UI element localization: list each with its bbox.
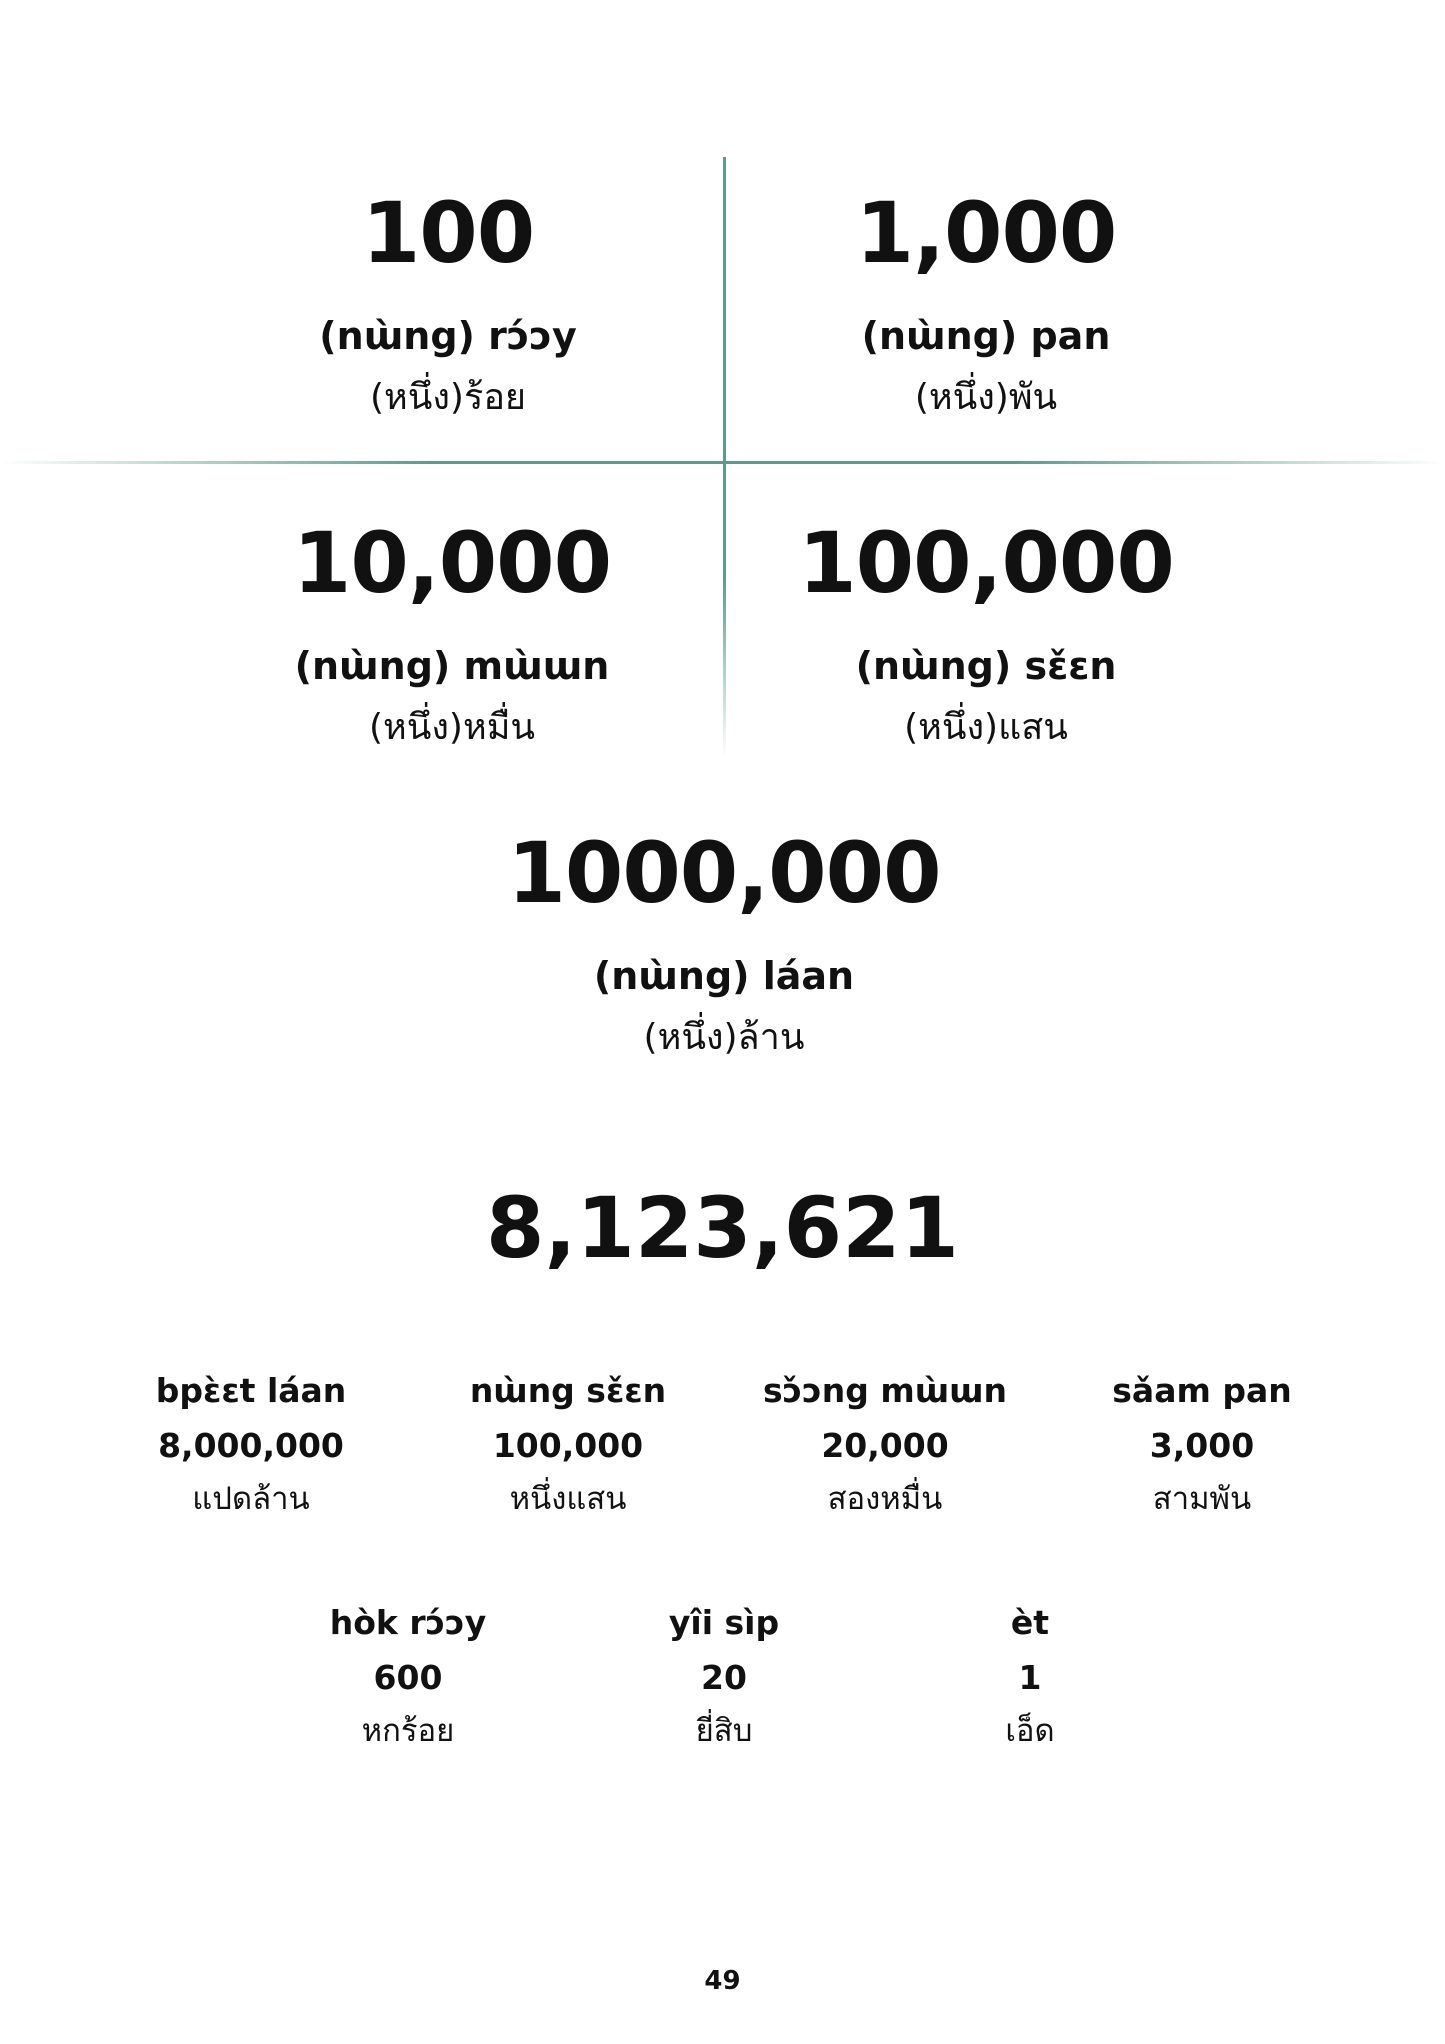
number-thai: (หนึ่ง)พัน — [914, 377, 1058, 418]
breakdown-value: 8,000,000 — [158, 1426, 344, 1465]
page-number: 49 — [704, 1966, 741, 1996]
quadrant-horizontal-divider — [0, 461, 1445, 464]
breakdown-value: 20,000 — [821, 1426, 949, 1465]
number-value: 1,000 — [855, 184, 1117, 282]
number-card-million — [444, 824, 1004, 1058]
number-thai: (หนึ่ง)แสน — [904, 707, 1068, 748]
number-romanization: (nɯ̀ng) sɛ̌ɛn — [855, 644, 1117, 688]
breakdown-thai: ยี่สิบ — [695, 1713, 753, 1749]
number-romanization: (nɯ̀ng) pan — [861, 314, 1111, 358]
breakdown-thai: สองหมื่น — [827, 1481, 943, 1517]
breakdown-item-hundred-thousands — [418, 1371, 718, 1517]
breakdown-romanization: hòk rɔ́ɔy — [329, 1603, 487, 1642]
breakdown-thai: สามพัน — [1152, 1481, 1252, 1517]
number-value: 1000,000 — [507, 824, 941, 922]
number-thai: (หนึ่ง)ล้าน — [643, 1017, 805, 1058]
breakdown-item-ones — [880, 1603, 1180, 1749]
breakdown-item-ten-thousands — [735, 1371, 1035, 1517]
breakdown-romanization: sǎam pan — [1112, 1371, 1292, 1410]
number-value: 10,000 — [292, 514, 612, 612]
breakdown-value: 100,000 — [492, 1426, 644, 1465]
example-number: 8,123,621 — [486, 1179, 959, 1277]
number-romanization: (nɯ̀ng) rɔ́ɔy — [319, 314, 577, 358]
number-card-ten-thousand — [172, 514, 732, 748]
breakdown-romanization: yîi sìp — [668, 1603, 780, 1642]
number-thai: (หนึ่ง)ร้อย — [369, 377, 527, 418]
breakdown-item-hundreds — [258, 1603, 558, 1749]
number-card-hundred — [168, 184, 728, 418]
breakdown-thai: แปดล้าน — [192, 1481, 310, 1517]
breakdown-romanization: sɔ̌ɔng mɯ̀ɯn — [762, 1371, 1008, 1410]
breakdown-value: 3,000 — [1149, 1426, 1255, 1465]
breakdown-thai: หนึ่งแสน — [509, 1481, 627, 1517]
number-romanization: (nɯ̀ng) mɯ̀ɯn — [294, 644, 610, 688]
breakdown-value: 20 — [701, 1658, 747, 1697]
breakdown-value: 600 — [373, 1658, 443, 1697]
number-card-hundred-thousand — [706, 514, 1266, 748]
number-romanization: (nɯ̀ng) láan — [593, 954, 855, 998]
breakdown-value: 1 — [1018, 1658, 1042, 1697]
breakdown-romanization: bpɛ̀ɛt láan — [155, 1371, 347, 1410]
number-card-thousand — [706, 184, 1266, 418]
breakdown-romanization: èt — [1010, 1603, 1050, 1642]
breakdown-thai: เอ็ด — [1005, 1713, 1055, 1749]
number-value: 100,000 — [798, 514, 1174, 612]
number-value: 100 — [361, 184, 535, 282]
breakdown-item-millions — [101, 1371, 401, 1517]
breakdown-thai: หกร้อย — [361, 1713, 455, 1749]
breakdown-item-tens — [574, 1603, 874, 1749]
breakdown-romanization: nɯ̀ng sɛ̌ɛn — [469, 1371, 667, 1410]
number-thai: (หนึ่ง)หมื่น — [368, 707, 536, 748]
breakdown-item-thousands — [1052, 1371, 1352, 1517]
